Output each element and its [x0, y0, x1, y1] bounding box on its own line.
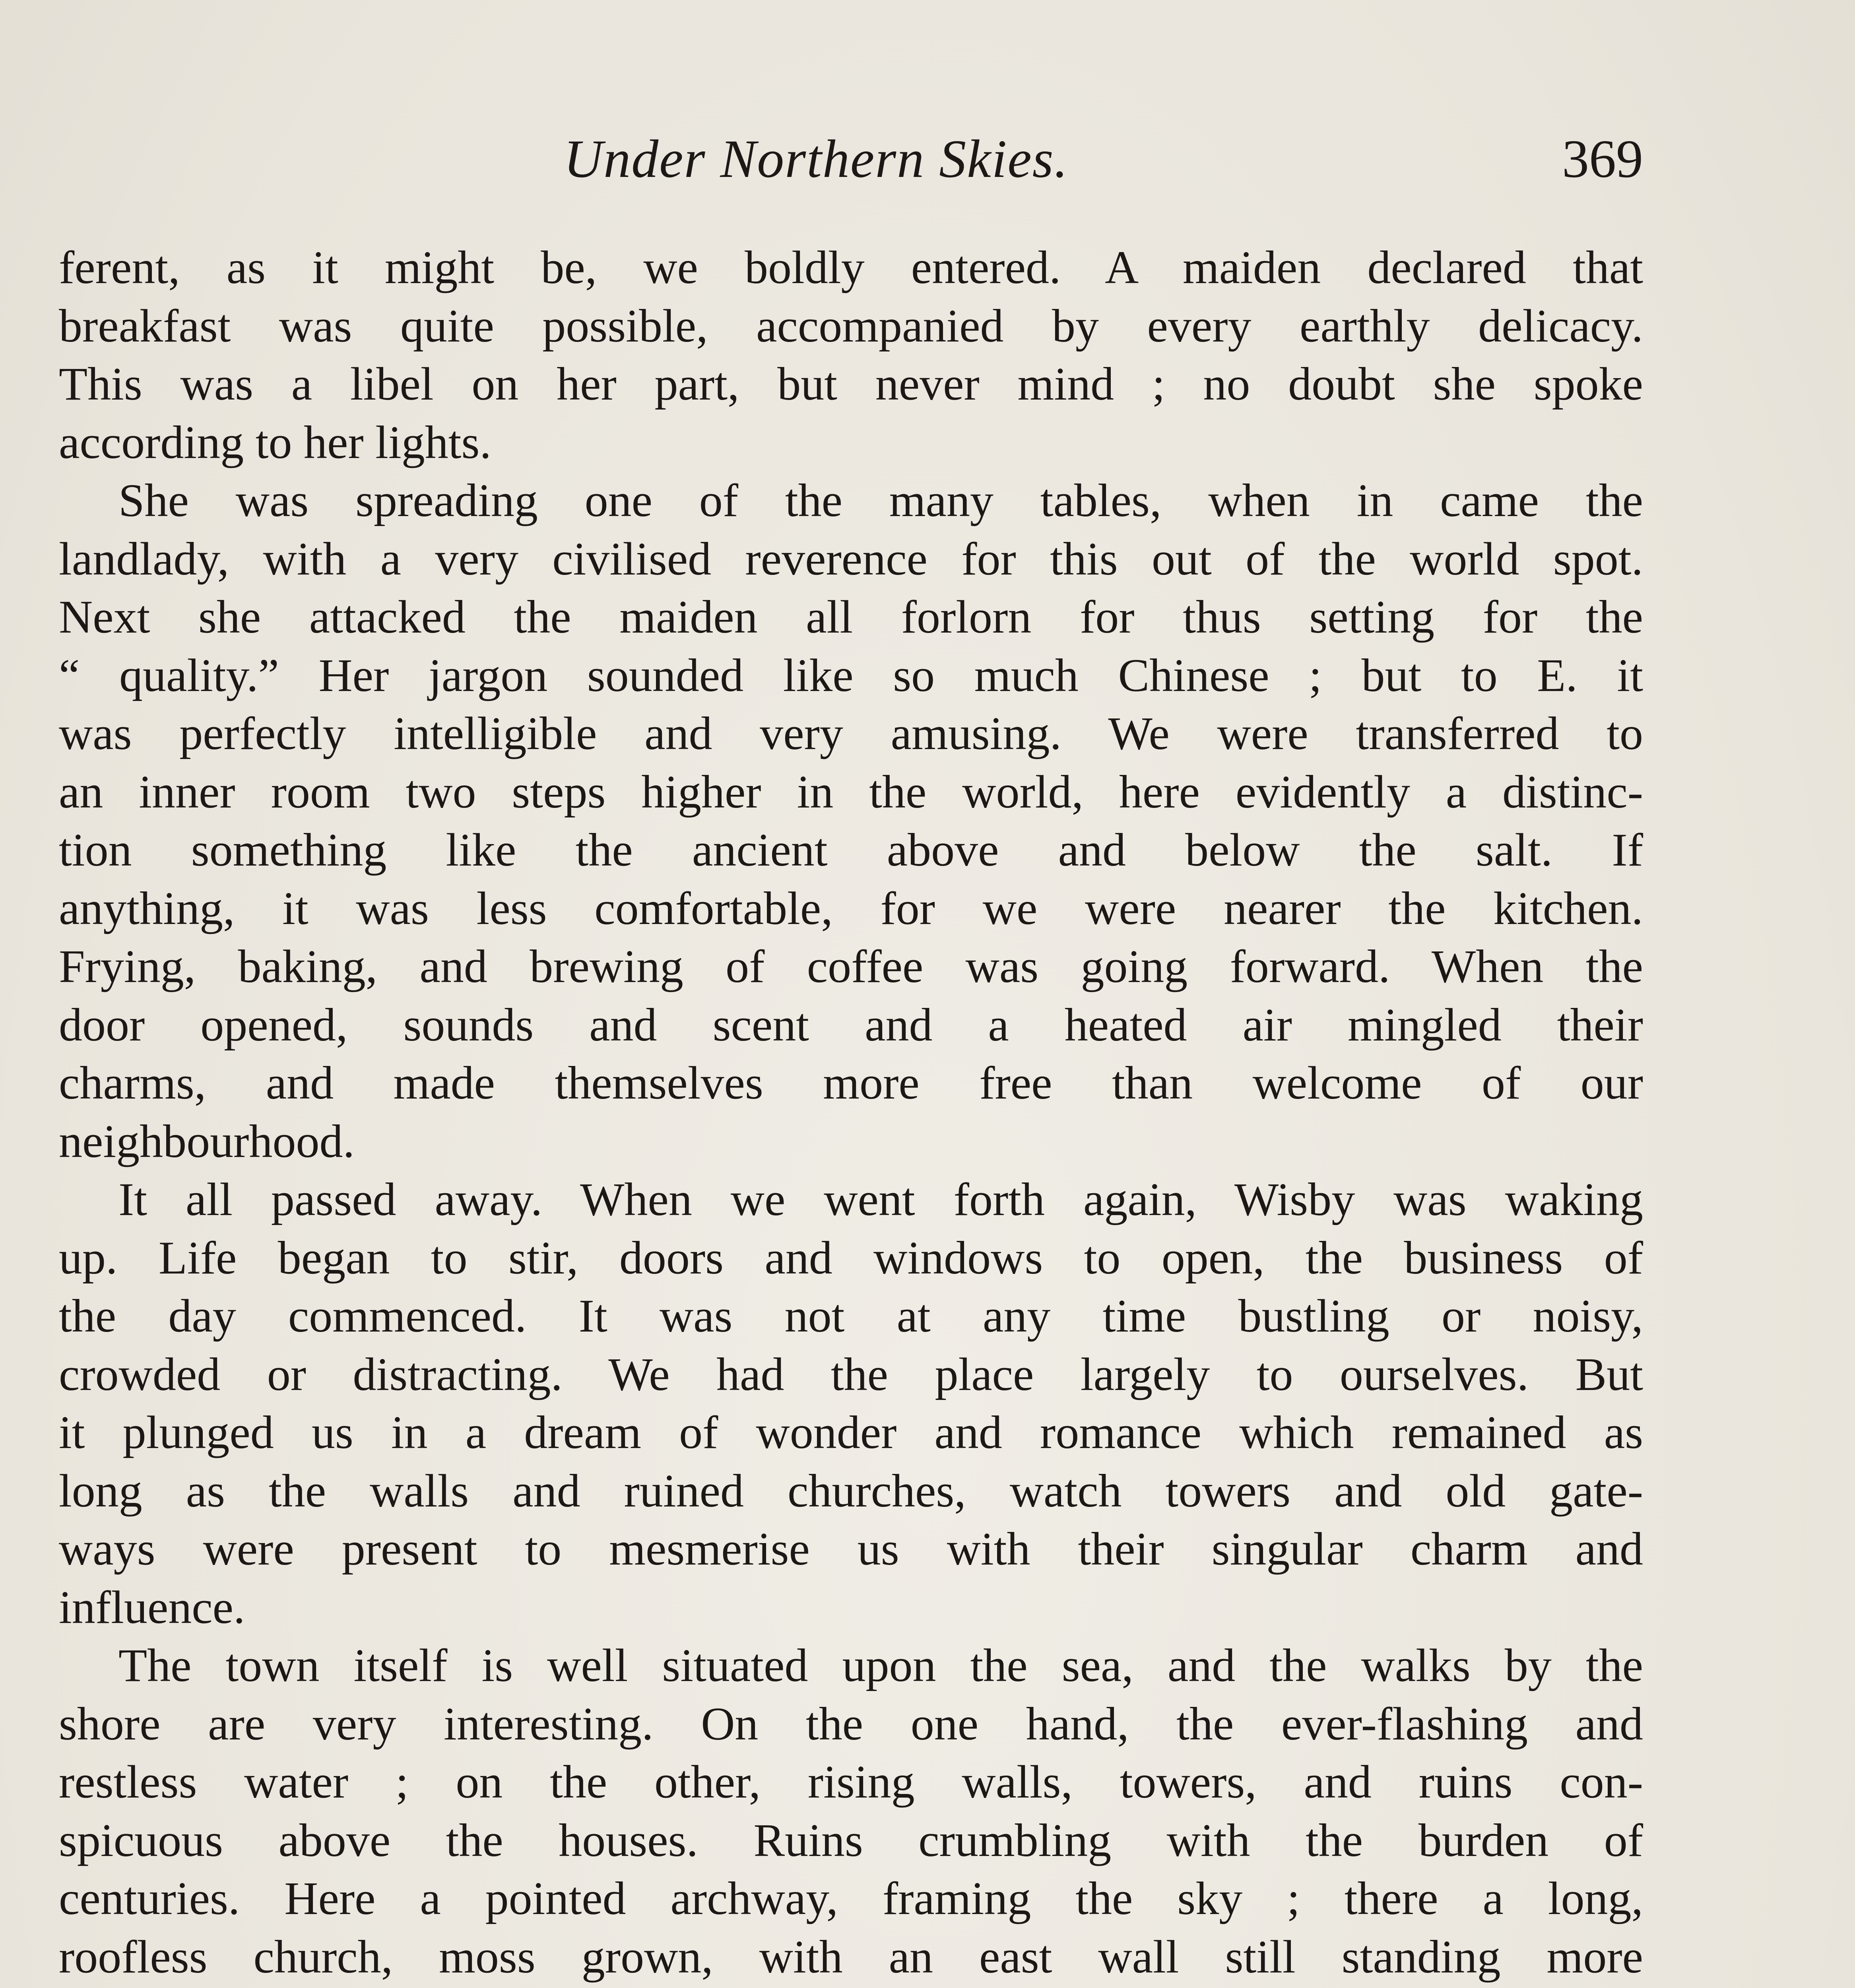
text-line: an inner room two steps higher in the world, here evidently a distinc-	[59, 765, 1643, 818]
text-line: influence.	[59, 1581, 245, 1633]
paragraph	[59, 239, 1643, 472]
text-line: ferent, as it might be, we boldly entered. A maiden declared that	[59, 241, 1643, 293]
text-line: the day commenced. It was not at any time bustling or noisy,	[59, 1290, 1643, 1342]
text-line: shore are very interesting. On the one hand, the ever-flashing and	[59, 1697, 1643, 1750]
text-line: spicuous above the houses. Ruins crumbling with the burden of	[59, 1814, 1643, 1866]
text-line: according to her lights.	[59, 416, 491, 468]
text-line: The town itself is well situated upon the sea, and the walks by the	[118, 1639, 1643, 1691]
text-line: Frying, baking, and brewing of coffee was going forward. When the	[59, 940, 1643, 992]
text-line: was perfectly intelligible and very amusing. We were transferred to	[59, 707, 1643, 759]
page-header	[59, 119, 1643, 199]
text-line: long as the walls and ruined churches, watch towers and old gate-	[59, 1464, 1643, 1517]
text-line: She was spreading one of the many tables, when in came the	[118, 474, 1643, 526]
text-line: “ quality.” Her jargon sounded like so much Chinese ; but to E. it	[59, 649, 1643, 701]
text-line: This was a libel on her part, but never mind ; no doubt she spoke	[59, 358, 1643, 410]
text-line: charms, and made themselves more free than welcome of our	[59, 1057, 1643, 1109]
text-line: Next she attacked the maiden all forlorn for thus setting for the	[59, 591, 1643, 643]
text-line: ways were present to mesmerise us with their singular charm and	[59, 1523, 1643, 1575]
running-title: Under Northern Skies.	[564, 129, 1069, 189]
text-line: tion something like the ancient above and below the salt. If	[59, 824, 1643, 876]
page-number: 369	[1562, 129, 1643, 189]
text-line: restless water ; on the other, rising walls, towers, and ruins con-	[59, 1756, 1643, 1808]
text-line: breakfast was quite possible, accompanied by every earthly delicacy.	[59, 299, 1643, 352]
text-line: it plunged us in a dream of wonder and romance which remained as	[59, 1406, 1643, 1458]
body-text	[59, 239, 1643, 1988]
paragraph	[59, 1637, 1643, 1988]
text-line: door opened, sounds and scent and a heated air mingled their	[59, 998, 1643, 1051]
paragraph	[59, 472, 1643, 1171]
text-line: up. Life began to stir, doors and windows to open, the business of	[59, 1231, 1643, 1284]
text-line: roofless church, moss grown, with an east wall still standing more	[59, 1930, 1643, 1983]
text-line: neighbourhood.	[59, 1115, 355, 1167]
text-line	[59, 1986, 1643, 1988]
text-line: centuries. Here a pointed archway, framing the sky ; there a long,	[59, 1872, 1643, 1924]
text-line: It all passed away. When we went forth again, Wisby was waking	[118, 1173, 1643, 1225]
text-line: landlady, with a very civilised reverence for this out of the world spot.	[59, 532, 1643, 585]
paragraph	[59, 1171, 1643, 1637]
text-line: anything, it was less comfortable, for we were nearer the kitchen.	[59, 882, 1643, 934]
text-line: crowded or distracting. We had the place largely to ourselves. But	[59, 1348, 1643, 1400]
